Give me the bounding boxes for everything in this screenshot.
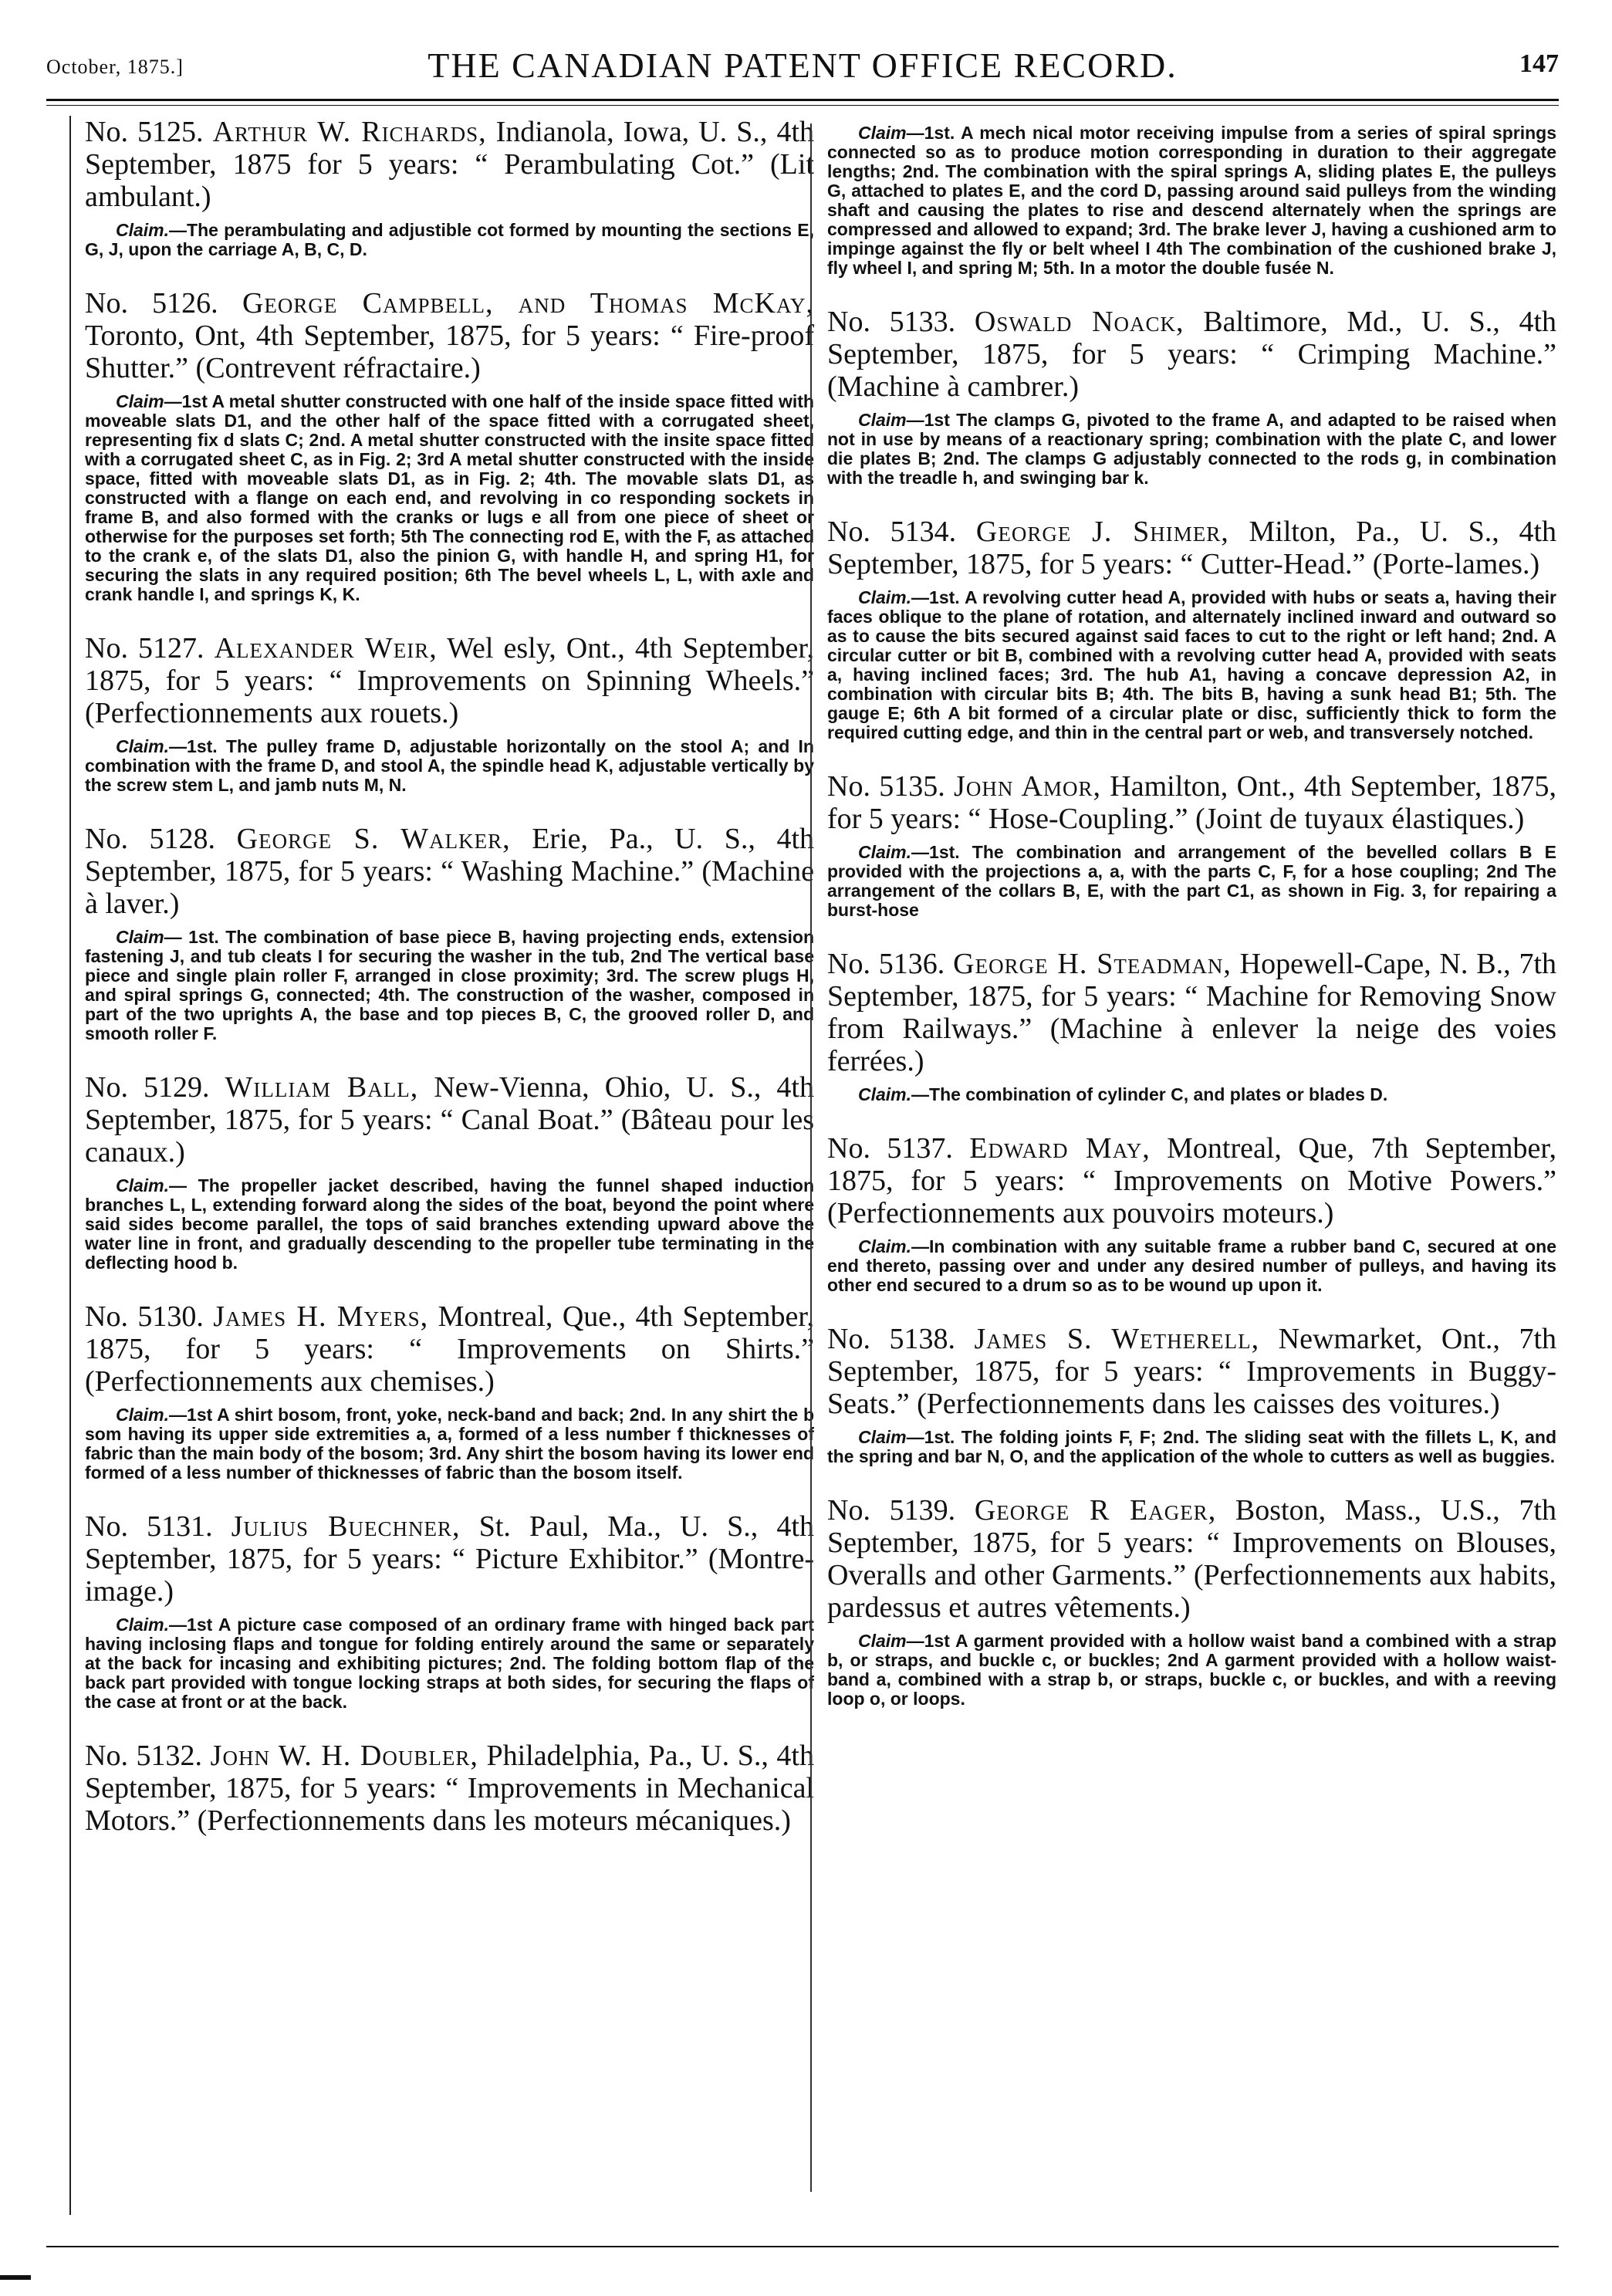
patent-entry — [827, 770, 1556, 920]
corner-mark — [0, 2275, 31, 2280]
patent-heading — [827, 306, 1556, 403]
inventor-name: Edward May, — [969, 1132, 1151, 1165]
inventor-name: Julius Buechner, — [231, 1510, 461, 1543]
entry-separator — [827, 505, 1556, 516]
patent-details: Boston, Mass., U.S., 7th September, 1875, for 5 years: “ Improvements on Blouses, Overalls and other Garments.” (Perfectionnements aux habits, pardessus et autres vêtements.) — [827, 1494, 1556, 1624]
patent-number: No. 5125. — [85, 116, 204, 148]
column-divider — [810, 123, 812, 2192]
patent-claim — [827, 1085, 1556, 1104]
claim-text: —1st The clamps G, pivoted to the frame A, and adapted to be raised when not in use by means of a reactionary spring; combination with the plate C, and lower die plates B; 2nd. The clamps G adjustably connected to the rods g, in combination with the treadle h, and swinging bar k. — [827, 410, 1556, 488]
claim-label: Claim. — [116, 1175, 170, 1195]
patent-heading — [827, 770, 1556, 835]
patent-entry — [827, 1494, 1556, 1709]
patent-details: Indianola, Iowa, U. S., 4th September, 1875 for 5 years: “ Perambulating Cot.” (Lit ambulant.) — [85, 116, 814, 213]
patent-details: Baltimore, Md., U. S., 4th September, 1875, for 5 years: “ Crimping Machine.” (Machine à cambrer.) — [827, 306, 1556, 403]
inventor-name: George H. Steadman, — [953, 948, 1232, 980]
patent-number: No. 5130. — [85, 1300, 204, 1333]
inventor-name: William Ball, — [225, 1071, 419, 1104]
inventor-name: George Campbell, and Thomas McKay, — [242, 287, 814, 320]
claim-label: Claim. — [116, 736, 170, 756]
patent-entry — [85, 116, 814, 259]
patent-claim — [85, 928, 814, 1043]
patent-heading — [827, 1132, 1556, 1229]
patent-entry — [827, 1132, 1556, 1295]
patent-entry — [85, 1071, 814, 1273]
inventor-name: Arthur W. Richards, — [212, 116, 487, 148]
patent-number: No. 5133. — [827, 306, 956, 338]
claim-text: —1st A picture case composed of an ordinary frame with hinged back part having inclosing flaps and tongue for folding entirely around the same or separately at the back for incasing and exhibiting pictures; 2nd. The folding bottom flap of the back part provided with tongue locking straps at both sides, for securing the flaps of the case at front or at the back. — [85, 1615, 814, 1712]
header-rule — [46, 99, 1559, 106]
inventor-name: George R Eager, — [974, 1494, 1217, 1527]
entry-separator — [85, 1060, 814, 1071]
patent-details: Wel esly, Ont., 4th September, 1875, for 5 years: “ Improvements on Spinning Wheels.” (Perfectionnements aux rouets.) — [85, 632, 814, 729]
page-title: THE CANADIAN PATENT OFFICE RECORD. — [428, 46, 1178, 85]
patent-number: No. 5132. — [85, 1740, 203, 1772]
entry-separator — [85, 1729, 814, 1740]
entry-separator — [827, 1483, 1556, 1494]
patent-details: Newmarket, Ont., 7th September, 1875, for 5 years: “ Improvements in Buggy-Seats.” (Perfectionnements dans les caisses des voitures.) — [827, 1323, 1556, 1420]
claim-label: Claim. — [116, 1615, 170, 1635]
patent-claim — [85, 737, 814, 795]
patent-entry — [827, 1323, 1556, 1466]
claim-text: —1st. The pulley frame D, adjustable horizontally on the stool A; and In combination with the frame D, and stool A, the spindle head K, adjustable vertically by the screw stem L, and jamb nuts M, N. — [85, 736, 814, 795]
claim-text: —1st. A revolving cutter head A, provided with hubs or seats a, having their faces oblique to the plane of rotation, and alternately inclined inward and outward so as to cause the bits secured against said faces to cut to the right or left hand; 2nd. A circular cutter or bit B, combined with a revolving cutter head A, provided with seats a, having inclined faces; 3rd. The hub A1, having a concave depression A2, in combination with circular bits B; 4th. The bits B, having a sunk head B1; 5th. The gauge E; 6th A bit formed of a circular plate or disc, sufficiently thick to form the required cutting edge, and thin in the central part or web, and transversely notched. — [827, 587, 1556, 742]
inventor-name: George J. Shimer, — [975, 516, 1229, 548]
claim-label: Claim. — [858, 587, 912, 607]
patent-claim — [85, 221, 814, 259]
patent-entry — [85, 287, 814, 604]
patent-claim — [827, 1237, 1556, 1295]
patent-heading — [85, 1071, 814, 1168]
claim-text: —1st. The folding joints F, F; 2nd. The sliding seat with the fillets L, K, and the spring and bar N, O, and the application of the whole to cutters as well as buggies. — [827, 1427, 1556, 1466]
patent-number: No. 5127. — [85, 632, 204, 664]
claim-label: Claim — [858, 1427, 907, 1447]
patent-heading — [827, 516, 1556, 580]
claim-label: Claim — [116, 391, 164, 411]
claim-text: —The perambulating and adjustible cot formed by mounting the sections E, G, J, upon the carriage A, B, C, D. — [85, 220, 814, 259]
patent-details: Toronto, Ont, 4th September, 1875, for 5 years: “ Fire-proof Shutter.” (Contrevent réfractaire.) — [85, 320, 814, 384]
claim-label: Claim. — [858, 842, 912, 862]
patent-claim — [827, 1632, 1556, 1709]
patent-details: Philadelphia, Pa., U. S., 4th September, 1875, for 5 years: “ Improvements in Mechanical Motors.” (Perfectionnements dans les moteurs mécaniques.) — [85, 1740, 814, 1837]
patent-entry — [827, 123, 1556, 278]
patent-number: No. 5131. — [85, 1510, 213, 1543]
patent-number: No. 5126. — [85, 287, 218, 320]
claim-text: — The propeller jacket described, having the funnel shaped induction branches L, L, extending forward along the sides of the boat, beyond the point where said sides become parallel, the tops of said branches extending upward above the water line in front, and gradually descending to the propeller tube terminating in the deflecting hood b. — [85, 1175, 814, 1273]
inventor-name: John Amor, — [954, 770, 1101, 803]
patent-claim — [827, 843, 1556, 920]
left-column — [69, 116, 814, 2215]
patent-details: St. Paul, Ma., U. S., 4th September, 1875, for 5 years: “ Picture Exhibitor.” (Montre-image.) — [85, 1510, 814, 1608]
claim-label: Claim — [858, 1631, 907, 1651]
patent-claim — [827, 588, 1556, 742]
patent-number: No. 5139. — [827, 1494, 956, 1527]
patent-entry — [85, 823, 814, 1043]
patent-details: Montreal, Que., 4th September, 1875, for 5 years: “ Improvements on Shirts.” (Perfectionnements aux chemises.) — [85, 1300, 814, 1398]
patent-number: No. 5129. — [85, 1071, 210, 1104]
page-header — [46, 45, 1559, 91]
entry-separator — [827, 1121, 1556, 1132]
patent-claim — [85, 1176, 814, 1273]
patent-details: Milton, Pa., U. S., 4th September, 1875, for 5 years: “ Cutter-Head.” (Porte-lames.) — [827, 516, 1556, 580]
claim-text: — 1st. The combination of base piece B, having projecting ends, extension fastening J, and tub cleats I for securing the washer in the tub, 2nd The vertical base piece and single plain roller F, arranged in close proximity; 3rd. The screw plugs H, and spiral springs G, connected; 4th. The construction of the washer, composed in part of the two uprights A, the base and top pieces B, C, the grooved roller D, and smooth roller F. — [85, 927, 814, 1043]
patent-entry — [85, 1740, 814, 1837]
patent-number: No. 5128. — [85, 823, 216, 855]
patent-claim — [85, 1405, 814, 1483]
claim-label: Claim. — [116, 220, 170, 240]
entry-separator — [85, 621, 814, 632]
patent-heading — [85, 1740, 814, 1837]
patent-number: No. 5138. — [827, 1323, 955, 1355]
patent-heading — [827, 1494, 1556, 1624]
patent-entry — [827, 306, 1556, 488]
footer-rule — [46, 2246, 1559, 2247]
claim-label: Claim. — [858, 1084, 912, 1104]
patent-claim — [827, 1428, 1556, 1466]
patent-details: Erie, Pa., U. S., 4th September, 1875, for 5 years: “ Washing Machine.” (Machine à laver.) — [85, 823, 814, 920]
patent-number: No. 5134. — [827, 516, 957, 548]
patent-heading — [85, 1510, 814, 1608]
claim-label: Claim — [116, 927, 164, 947]
entry-separator — [85, 1500, 814, 1510]
entry-separator — [827, 1312, 1556, 1323]
patent-claim — [827, 411, 1556, 488]
claim-text: —1st A garment provided with a hollow waist band a combined with a strap b, or straps, and buckle c, or buckles; 2nd A garment provided with a hollow waist-band a, combined with a strap b, or straps, buckle c, or buckles, and with a reeving loop o, or loops. — [827, 1631, 1556, 1709]
patent-number: No. 5136. — [827, 948, 945, 980]
inventor-name: Alexander Weir, — [214, 632, 438, 664]
inventor-name: George S. Walker, — [236, 823, 511, 855]
patent-heading — [85, 823, 814, 920]
patent-entry — [827, 516, 1556, 742]
patent-heading — [85, 116, 814, 213]
header-date: October, 1875.] — [46, 56, 184, 78]
page-number: 147 — [1519, 49, 1559, 78]
entry-separator — [85, 276, 814, 287]
claim-label: Claim. — [116, 1405, 170, 1425]
claim-text: —In combination with any suitable frame a rubber band C, secured at one end thereto, passing over and under any desired number of pulleys, and having its other end secured to a drum so as to be wound up upon it. — [827, 1236, 1556, 1295]
patent-number: No. 5137. — [827, 1132, 953, 1165]
patent-heading — [85, 1300, 814, 1398]
inventor-name: James H. Myers, — [213, 1300, 429, 1333]
claim-label: Claim — [858, 123, 907, 143]
patent-heading — [827, 948, 1556, 1077]
right-column — [827, 116, 1556, 2215]
inventor-name: John W. H. Doubler, — [210, 1740, 478, 1772]
inventor-name: Oswald Noack, — [974, 306, 1184, 338]
claim-text: —1st A metal shutter constructed with one half of the inside space fitted with moveable slats D1, and the other half of the space fitted with a corrugated sheet, representing fix d slats C; 2nd. A metal shutter constructed with the insite space fitted with a corrugated sheet C, as in Fig. 2; 3rd A metal shutter constructed with the inside space, fitted with moveable slats D1, as in Fig. 2; 4th. The movable slats D1, as constructed with a flange on each end, and revolving in co responding sockets in frame B, and also formed with the cranks or lugs e all from one piece of sheet or otherwise for the purposes set forth; 5th The connecting rod E, with the F, as attached to the crank e, of the slats D1, also the pinion G, with handle H, and spring H1, for securing the slats in any required position; 6th The bevel wheels L, L, with axle and crank handle I, and springs K, K. — [85, 391, 814, 604]
entry-separator — [85, 1290, 814, 1300]
claim-text: —1st A shirt bosom, front, yoke, neck-band and back; 2nd. In any shirt the b som having its upper side extremities a, a, formed of a less number f thicknesses of fabric than the main body of the bosom; 3rd. Any shirt the bosom having its lower end formed of a less number of thicknesses of fabric than the bosom itself. — [85, 1405, 814, 1483]
patent-entry — [827, 948, 1556, 1104]
entry-separator — [85, 812, 814, 823]
claim-text: —The combination of cylinder C, and plates or blades D. — [911, 1084, 1388, 1104]
patent-details: Hamilton, Ont., 4th September, 1875, for 5 years: “ Hose-Coupling.” (Joint de tuyaux élastiques.) — [827, 770, 1556, 835]
claim-label: Claim. — [858, 1236, 912, 1256]
entry-separator — [827, 759, 1556, 770]
patent-heading — [85, 287, 814, 384]
patent-entry — [85, 632, 814, 795]
patent-claim — [85, 392, 814, 604]
patent-details: Hopewell-Cape, N. B., 7th September, 1875, for 5 years: “ Machine for Removing Snow from Railways.” (Machine à enlever la neige des voies ferrées.) — [827, 948, 1556, 1077]
patent-number: No. 5135. — [827, 770, 945, 803]
inventor-name: James S. Wetherell, — [974, 1323, 1260, 1355]
patent-details: New-Vienna, Ohio, U. S., 4th September, 1875, for 5 years: “ Canal Boat.” (Bâteau pour les canaux.) — [85, 1071, 814, 1168]
entry-separator — [827, 295, 1556, 306]
patent-claim — [85, 1615, 814, 1712]
claim-label: Claim — [858, 410, 907, 430]
patent-heading — [85, 632, 814, 729]
patent-entry — [85, 1300, 814, 1483]
claim-text: —1st. The combination and arrangement of the bevelled collars B E provided with the projections a, a, with the parts C, F, for a hose coupling; 2nd The arrangement of the collars B, E, with the part C1, as shown in Fig. 3, for repairing a burst-hose — [827, 842, 1556, 920]
patent-claim — [827, 123, 1556, 278]
patent-entry — [85, 1510, 814, 1712]
patent-heading — [827, 1323, 1556, 1420]
claim-text: —1st. A mech nical motor receiving impulse from a series of spiral springs connected so as to produce motion corresponding in duration to their aggregate lengths; 2nd. The combination with the spiral springs A, sliding plates E, the pulleys G, attached to plates E, and the cord D, passing around said pulleys from the winding shaft and causing the plates to rise and descend alternately when the springs are compressed and allowed to expand; 3rd. The brake lever J, having a cushioned arm to impinge against the fly or belt wheel I 4th The combination of the cushioned brake J, fly wheel I, and spring M; 5th. In a motor the double fusée N. — [827, 123, 1556, 278]
entry-separator — [827, 937, 1556, 948]
patent-details: Montreal, Que, 7th September, 1875, for 5 years: “ Improvements on Motive Powers.” (Perfectionnements aux pouvoirs moteurs.) — [827, 1132, 1556, 1229]
